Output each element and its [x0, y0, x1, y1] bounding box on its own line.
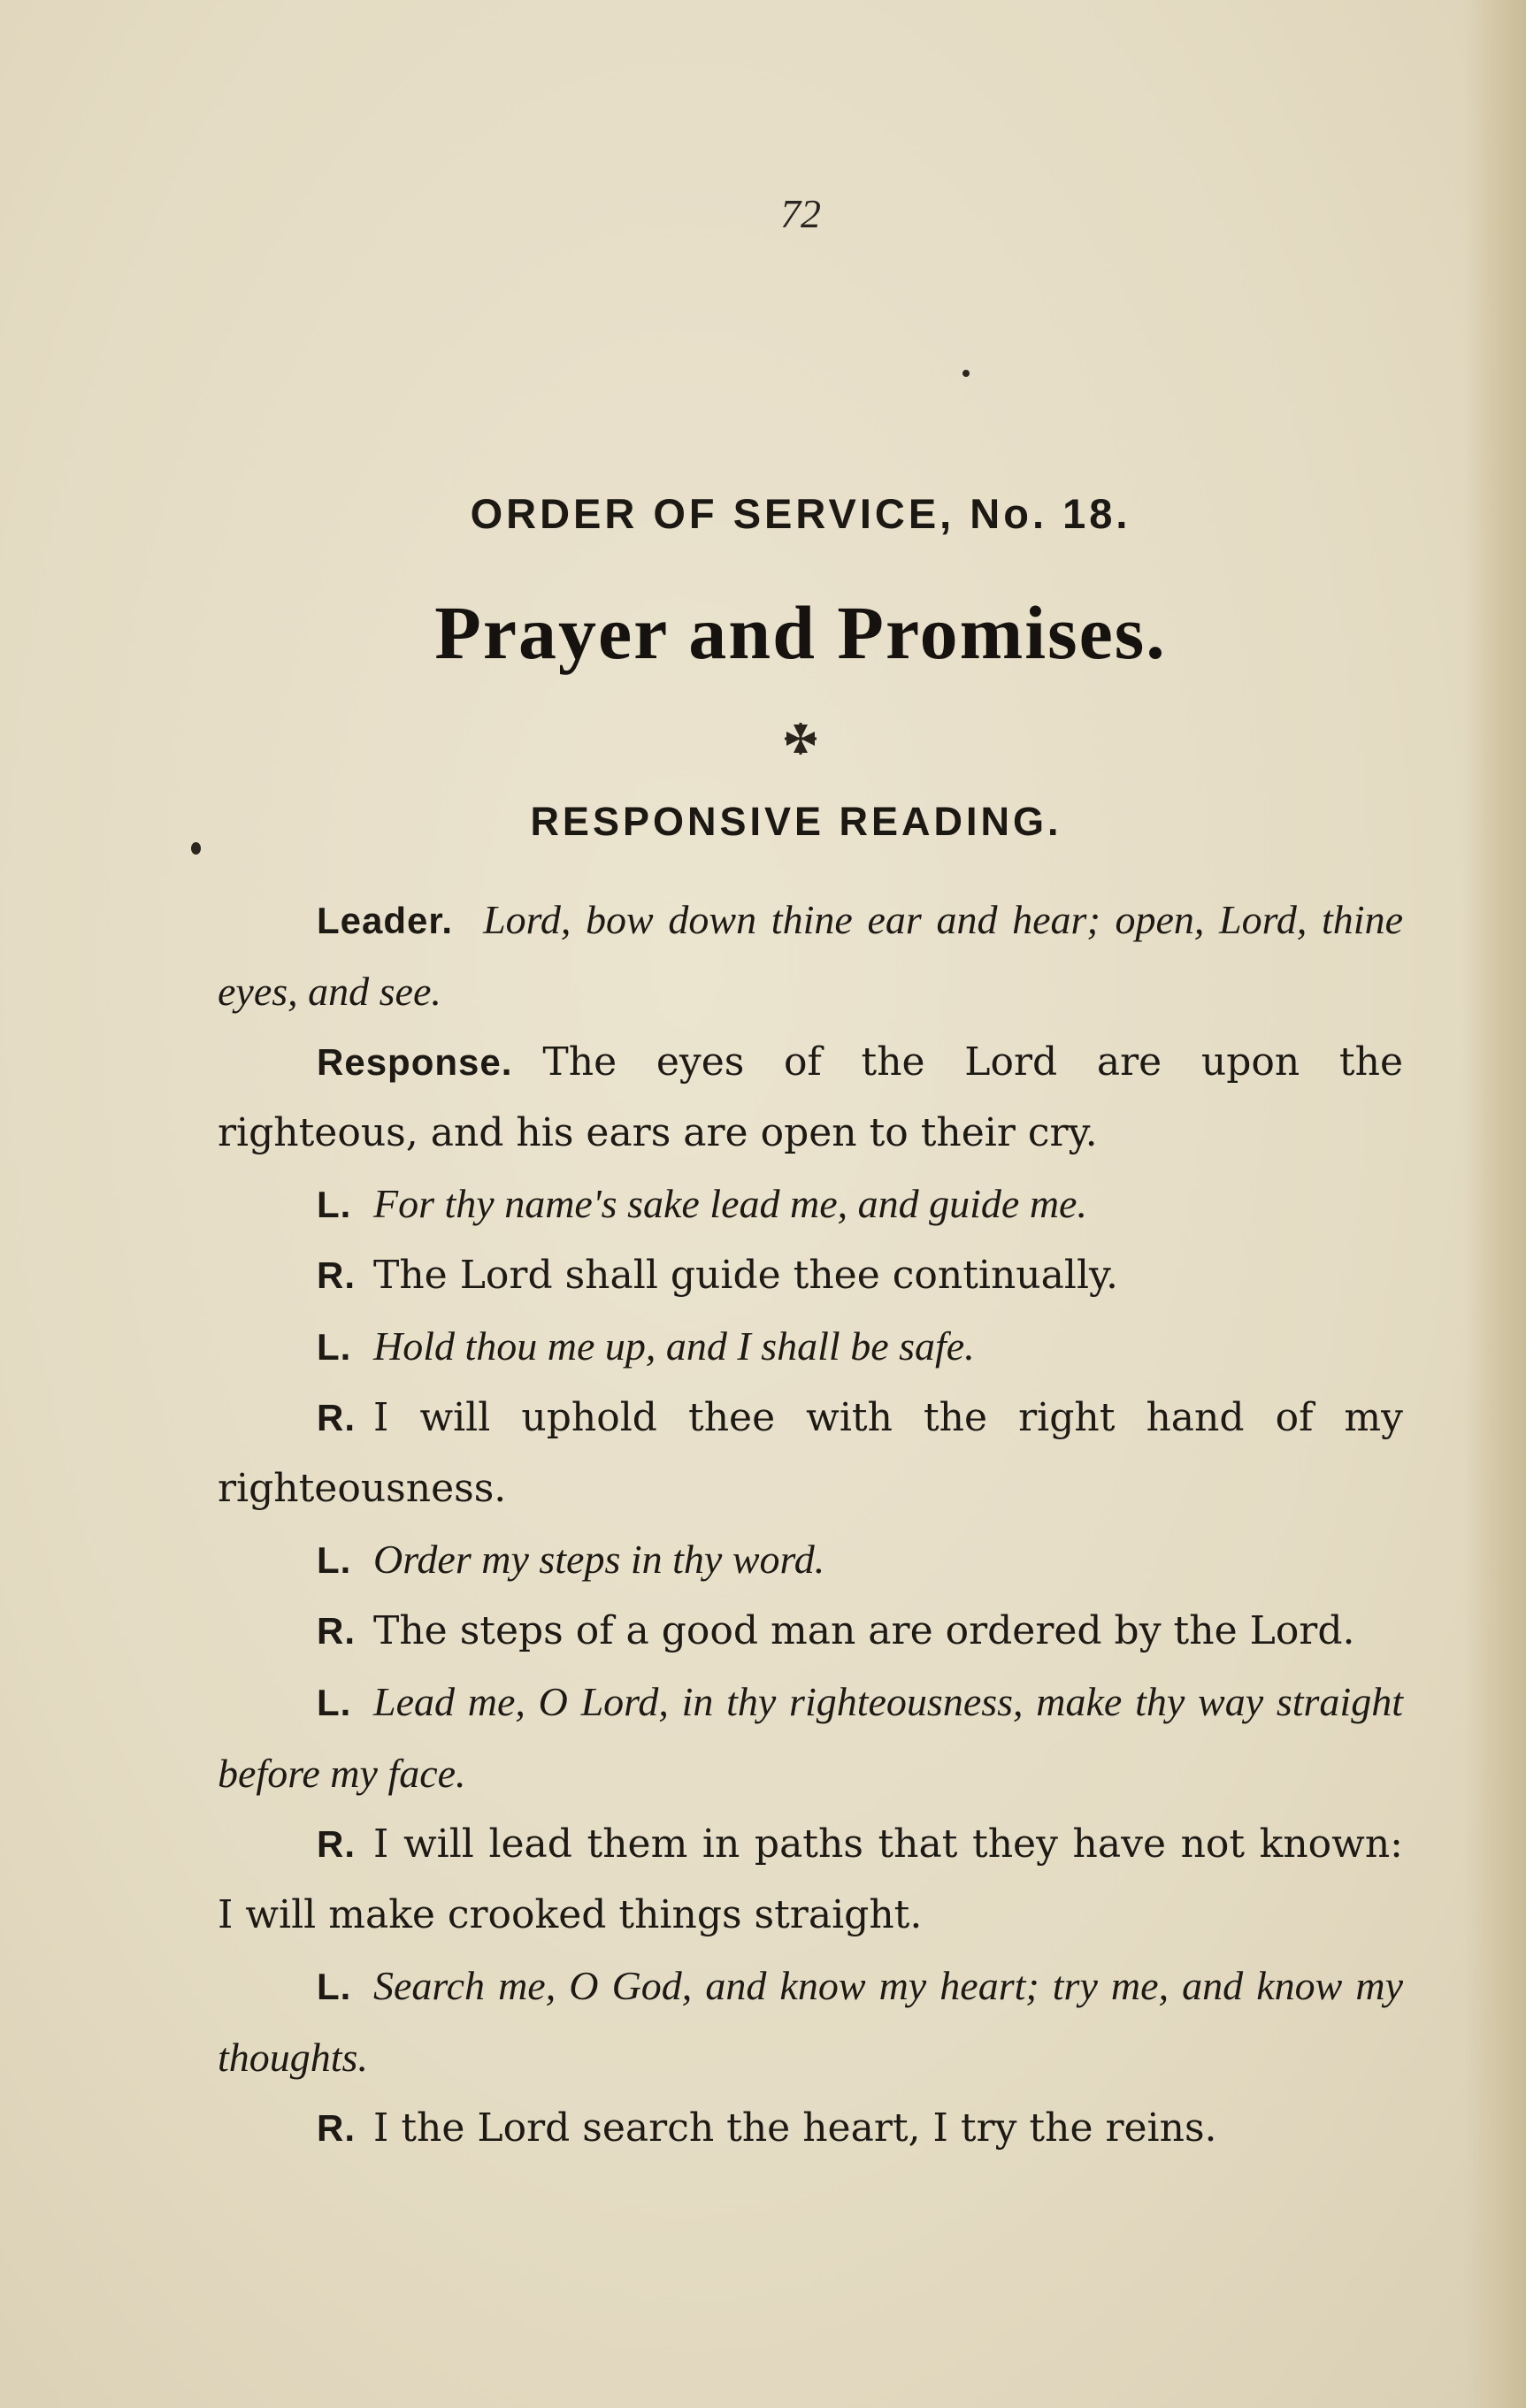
reading-text: Lead me, O Lord, in thy righteousness, make thy way straight before my face. [218, 1679, 1403, 1796]
speaker-label: Leader. [317, 900, 454, 941]
reading-text: I will lead them in paths that they have not known: I will make crooked things straight. [218, 1821, 1403, 1937]
speaker-label: R. [317, 1610, 356, 1652]
reading-text: Hold thou me up, and I shall be safe. [373, 1323, 975, 1369]
reading-entry [218, 1311, 1403, 1383]
reading-text: I will uphold thee with the right hand of my righteousness. [218, 1395, 1403, 1511]
speaker-label: L. [317, 1326, 352, 1368]
reading-text: The steps of a good man are ordered by the Lord. [373, 1608, 1355, 1653]
responsive-reading [218, 885, 1403, 2164]
speaker-label: Response. [317, 1041, 513, 1083]
reading-entry [218, 1240, 1403, 1311]
reading-text: Order my steps in thy word. [373, 1537, 825, 1582]
reading-entry [218, 1383, 1403, 1524]
service-heading: ORDER OF SERVICE, No. 18. [470, 490, 1131, 537]
reading-text: The eyes of the Lord are upon the righteous, and his ears are open to their cry. [218, 1039, 1403, 1155]
reading-entry [218, 885, 1403, 1027]
service-title: Prayer and Promises. [434, 590, 1167, 675]
reading-text: The Lord shall guide thee continually. [373, 1253, 1119, 1298]
speaker-label: L. [317, 1682, 352, 1723]
speaker-label: L. [317, 1184, 352, 1225]
speaker-label: L. [317, 1966, 352, 2007]
reading-entry [218, 1667, 1403, 1809]
reading-entry [218, 1027, 1403, 1169]
reading-text: Lord, bow down thine ear and hear; open, Lord, thine eyes, and see. [218, 897, 1403, 1014]
ink-speck [962, 370, 970, 377]
speaker-label: R. [317, 1397, 356, 1438]
maltese-cross-icon [783, 721, 818, 756]
reading-entry [218, 1951, 1403, 2093]
reading-entry [218, 1596, 1403, 1667]
page-edge-shadow [1464, 0, 1526, 2408]
page-number: 72 [780, 191, 821, 236]
speaker-label: R. [317, 1254, 356, 1296]
speaker-label: R. [317, 2107, 356, 2149]
reading-text: Search me, O God, and know my heart; try me, and know my thoughts. [218, 1963, 1403, 2080]
reading-text: For thy name's sake lead me, and guide me. [373, 1181, 1087, 1226]
reading-entry [218, 1169, 1403, 1240]
reading-entry [218, 1524, 1403, 1596]
speaker-label: L. [317, 1539, 352, 1581]
speaker-label: R. [317, 1823, 356, 1865]
section-heading: RESPONSIVE READING. [530, 799, 1062, 844]
reading-entry [218, 1809, 1403, 1951]
reading-entry [218, 2093, 1403, 2164]
reading-text: I the Lord search the heart, I try the reins. [373, 2105, 1217, 2151]
